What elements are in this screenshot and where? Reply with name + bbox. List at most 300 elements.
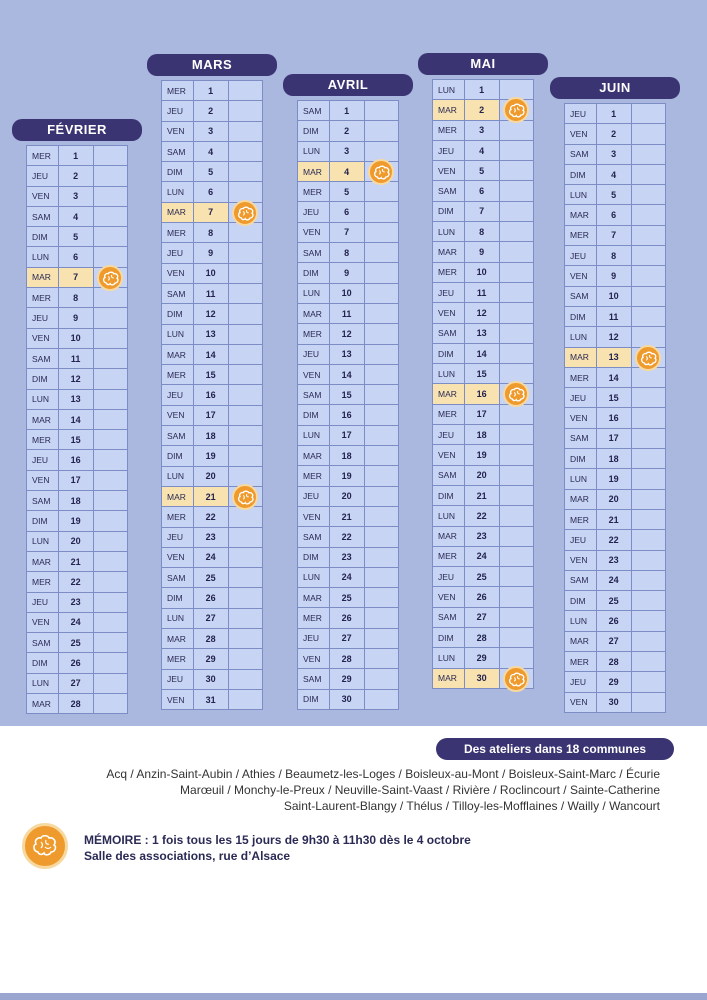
day-note bbox=[228, 588, 262, 608]
day-name: JEU bbox=[298, 628, 330, 648]
day-number: 2 bbox=[58, 166, 93, 186]
day-number: 27 bbox=[58, 673, 93, 693]
day-number: 27 bbox=[329, 628, 364, 648]
day-number: 9 bbox=[596, 266, 631, 286]
day-note bbox=[364, 283, 398, 303]
day-name: MAR bbox=[433, 242, 465, 262]
day-note bbox=[93, 673, 127, 693]
memoire-info bbox=[84, 832, 471, 864]
day-name: MAR bbox=[565, 205, 597, 225]
day-row bbox=[162, 121, 263, 141]
day-number: 15 bbox=[596, 388, 631, 408]
day-note bbox=[228, 547, 262, 567]
day-note bbox=[228, 101, 262, 121]
day-note bbox=[228, 649, 262, 669]
day-number: 22 bbox=[329, 527, 364, 547]
day-note bbox=[364, 222, 398, 242]
day-name: MER bbox=[162, 81, 194, 101]
day-number: 20 bbox=[193, 466, 228, 486]
day-note bbox=[631, 652, 665, 672]
day-number: 11 bbox=[596, 306, 631, 326]
day-number: 3 bbox=[58, 186, 93, 206]
day-number: 30 bbox=[193, 669, 228, 689]
brain-icon bbox=[22, 823, 68, 869]
day-row bbox=[433, 343, 534, 363]
day-note bbox=[228, 243, 262, 263]
day-name: VEN bbox=[27, 612, 59, 632]
day-note bbox=[228, 263, 262, 283]
day-note bbox=[631, 367, 665, 387]
day-number: 29 bbox=[329, 669, 364, 689]
day-name: LUN bbox=[565, 611, 597, 631]
day-name: MER bbox=[565, 509, 597, 529]
day-name: DIM bbox=[27, 369, 59, 389]
day-name: DIM bbox=[433, 343, 465, 363]
day-number: 12 bbox=[193, 304, 228, 324]
day-number: 22 bbox=[58, 572, 93, 592]
day-number: 7 bbox=[58, 267, 93, 287]
day-name: DIM bbox=[433, 485, 465, 505]
workshops-title: Des ateliers dans 18 communes bbox=[436, 738, 674, 760]
day-row bbox=[27, 369, 128, 389]
day-row bbox=[565, 509, 666, 529]
day-note bbox=[499, 222, 533, 242]
day-row bbox=[162, 669, 263, 689]
day-note bbox=[364, 425, 398, 445]
day-name: JEU bbox=[565, 104, 597, 124]
day-note bbox=[93, 551, 127, 571]
day-number: 19 bbox=[464, 445, 499, 465]
day-number: 24 bbox=[596, 570, 631, 590]
month-header: MAI bbox=[418, 53, 548, 75]
day-name: VEN bbox=[433, 303, 465, 323]
day-number: 25 bbox=[193, 568, 228, 588]
day-row bbox=[298, 344, 399, 364]
day-number: 28 bbox=[329, 649, 364, 669]
day-number: 20 bbox=[464, 465, 499, 485]
day-name: SAM bbox=[298, 527, 330, 547]
day-note bbox=[364, 669, 398, 689]
day-number: 25 bbox=[464, 567, 499, 587]
day-row bbox=[162, 243, 263, 263]
day-row bbox=[565, 672, 666, 692]
month-3 bbox=[432, 56, 534, 689]
memoire-schedule: MÉMOIRE : 1 fois tous les 15 jours de 9h30 à 11h30 dès le 4 octobre bbox=[84, 833, 471, 847]
day-name: VEN bbox=[565, 124, 597, 144]
day-note bbox=[228, 344, 262, 364]
day-number: 10 bbox=[596, 286, 631, 306]
day-row bbox=[27, 511, 128, 531]
day-row bbox=[298, 364, 399, 384]
day-number: 30 bbox=[596, 692, 631, 712]
day-row bbox=[433, 222, 534, 242]
day-row bbox=[27, 206, 128, 226]
day-note bbox=[364, 364, 398, 384]
day-row bbox=[27, 328, 128, 348]
day-name: JEU bbox=[27, 166, 59, 186]
day-row bbox=[162, 141, 263, 161]
day-note bbox=[364, 202, 398, 222]
day-note bbox=[228, 162, 262, 182]
day-number: 28 bbox=[193, 629, 228, 649]
day-row bbox=[27, 389, 128, 409]
day-number: 2 bbox=[596, 124, 631, 144]
day-number: 16 bbox=[329, 405, 364, 425]
day-note bbox=[364, 506, 398, 526]
day-note bbox=[364, 567, 398, 587]
day-row bbox=[298, 649, 399, 669]
memoire-location: Salle des associations, rue d’Alsace bbox=[84, 849, 291, 863]
day-note bbox=[364, 628, 398, 648]
day-row bbox=[433, 445, 534, 465]
day-note bbox=[93, 369, 127, 389]
day-row bbox=[565, 347, 666, 367]
day-number: 9 bbox=[58, 308, 93, 328]
day-name: JEU bbox=[565, 388, 597, 408]
day-number: 12 bbox=[58, 369, 93, 389]
day-note bbox=[631, 388, 665, 408]
month-table bbox=[564, 103, 666, 713]
day-name: JEU bbox=[162, 243, 194, 263]
day-note bbox=[228, 669, 262, 689]
day-note bbox=[499, 526, 533, 546]
day-row bbox=[27, 166, 128, 186]
day-name: JEU bbox=[162, 385, 194, 405]
day-name: VEN bbox=[298, 649, 330, 669]
day-note bbox=[499, 201, 533, 221]
bottom-strip bbox=[0, 993, 707, 1000]
day-number: 23 bbox=[464, 526, 499, 546]
day-note bbox=[364, 547, 398, 567]
day-number: 5 bbox=[193, 162, 228, 182]
day-note bbox=[364, 649, 398, 669]
day-name: MAR bbox=[433, 668, 465, 688]
day-number: 23 bbox=[596, 550, 631, 570]
day-note bbox=[631, 672, 665, 692]
day-name: DIM bbox=[162, 446, 194, 466]
day-note bbox=[631, 509, 665, 529]
day-name: LUN bbox=[565, 327, 597, 347]
day-name: DIM bbox=[565, 449, 597, 469]
day-note bbox=[631, 347, 665, 367]
day-name: MER bbox=[162, 365, 194, 385]
day-row bbox=[162, 263, 263, 283]
day-name: VEN bbox=[433, 445, 465, 465]
day-note bbox=[499, 343, 533, 363]
day-note bbox=[631, 205, 665, 225]
day-note bbox=[364, 303, 398, 323]
day-row bbox=[27, 572, 128, 592]
day-number: 21 bbox=[596, 509, 631, 529]
day-name: MAR bbox=[298, 446, 330, 466]
day-note bbox=[93, 592, 127, 612]
day-number: 18 bbox=[329, 446, 364, 466]
day-row bbox=[565, 591, 666, 611]
day-number: 27 bbox=[596, 631, 631, 651]
day-row bbox=[433, 526, 534, 546]
day-row bbox=[162, 304, 263, 324]
day-name: MAR bbox=[433, 384, 465, 404]
day-number: 26 bbox=[58, 653, 93, 673]
day-name: SAM bbox=[565, 570, 597, 590]
day-name: JEU bbox=[433, 567, 465, 587]
day-row bbox=[27, 348, 128, 368]
communes-line-2: Marœuil / Monchy-le-Preux / Neuville-Saint-Vaast / Rivière / Roclincourt / Sainte-Catherine bbox=[180, 783, 660, 797]
day-number: 9 bbox=[193, 243, 228, 263]
day-note bbox=[228, 141, 262, 161]
day-number: 25 bbox=[329, 588, 364, 608]
day-number: 26 bbox=[596, 611, 631, 631]
day-number: 18 bbox=[58, 491, 93, 511]
day-note bbox=[93, 633, 127, 653]
day-number: 15 bbox=[58, 430, 93, 450]
day-number: 3 bbox=[329, 141, 364, 161]
day-note bbox=[631, 611, 665, 631]
day-row bbox=[433, 465, 534, 485]
day-row bbox=[565, 652, 666, 672]
day-number: 17 bbox=[193, 405, 228, 425]
day-name: JEU bbox=[433, 282, 465, 302]
day-row bbox=[27, 653, 128, 673]
day-row bbox=[162, 527, 263, 547]
day-row bbox=[27, 227, 128, 247]
day-note bbox=[631, 428, 665, 448]
day-note bbox=[93, 409, 127, 429]
day-note bbox=[631, 530, 665, 550]
day-number: 7 bbox=[464, 201, 499, 221]
day-row bbox=[433, 607, 534, 627]
day-row bbox=[298, 202, 399, 222]
day-number: 20 bbox=[58, 531, 93, 551]
month-header: MARS bbox=[147, 54, 277, 76]
day-name: MAR bbox=[433, 100, 465, 120]
day-row bbox=[27, 491, 128, 511]
day-row bbox=[298, 161, 399, 181]
day-number: 1 bbox=[58, 146, 93, 166]
day-note bbox=[93, 511, 127, 531]
day-note bbox=[364, 121, 398, 141]
day-row bbox=[433, 546, 534, 566]
day-row bbox=[433, 181, 534, 201]
day-name: SAM bbox=[27, 348, 59, 368]
day-row bbox=[162, 547, 263, 567]
day-note bbox=[228, 446, 262, 466]
day-note bbox=[93, 166, 127, 186]
day-row bbox=[298, 527, 399, 547]
day-name: MER bbox=[565, 367, 597, 387]
day-note bbox=[228, 629, 262, 649]
day-row bbox=[565, 530, 666, 550]
day-row bbox=[27, 308, 128, 328]
day-number: 29 bbox=[464, 648, 499, 668]
day-name: LUN bbox=[433, 648, 465, 668]
day-row bbox=[27, 267, 128, 287]
day-row bbox=[565, 611, 666, 631]
day-row bbox=[298, 506, 399, 526]
day-row bbox=[433, 161, 534, 181]
day-row bbox=[162, 689, 263, 709]
day-number: 10 bbox=[329, 283, 364, 303]
day-number: 22 bbox=[596, 530, 631, 550]
day-row bbox=[565, 570, 666, 590]
day-number: 12 bbox=[329, 324, 364, 344]
day-name: SAM bbox=[565, 428, 597, 448]
day-number: 26 bbox=[464, 587, 499, 607]
day-name: JEU bbox=[298, 202, 330, 222]
day-row bbox=[27, 531, 128, 551]
day-number: 12 bbox=[464, 303, 499, 323]
day-note bbox=[499, 181, 533, 201]
day-row bbox=[27, 694, 128, 714]
day-name: VEN bbox=[27, 328, 59, 348]
day-name: LUN bbox=[162, 182, 194, 202]
day-row bbox=[433, 384, 534, 404]
day-note bbox=[364, 608, 398, 628]
day-name: VEN bbox=[298, 364, 330, 384]
day-number: 6 bbox=[193, 182, 228, 202]
day-row bbox=[433, 587, 534, 607]
day-note bbox=[499, 404, 533, 424]
day-number: 8 bbox=[58, 288, 93, 308]
day-number: 13 bbox=[193, 324, 228, 344]
day-number: 6 bbox=[596, 205, 631, 225]
day-note bbox=[499, 546, 533, 566]
day-row bbox=[433, 404, 534, 424]
day-number: 22 bbox=[464, 506, 499, 526]
day-row bbox=[162, 426, 263, 446]
day-number: 27 bbox=[193, 608, 228, 628]
day-row bbox=[162, 81, 263, 101]
day-number: 12 bbox=[596, 327, 631, 347]
day-note bbox=[93, 227, 127, 247]
day-note bbox=[364, 344, 398, 364]
day-number: 24 bbox=[329, 567, 364, 587]
day-note bbox=[364, 385, 398, 405]
day-row bbox=[433, 668, 534, 688]
day-number: 24 bbox=[58, 612, 93, 632]
day-number: 16 bbox=[596, 408, 631, 428]
day-number: 27 bbox=[464, 607, 499, 627]
day-note bbox=[93, 348, 127, 368]
day-row bbox=[433, 120, 534, 140]
day-number: 13 bbox=[596, 347, 631, 367]
day-name: LUN bbox=[565, 469, 597, 489]
day-note bbox=[631, 286, 665, 306]
day-number: 20 bbox=[596, 489, 631, 509]
day-name: MER bbox=[27, 288, 59, 308]
day-note bbox=[228, 223, 262, 243]
day-note bbox=[93, 430, 127, 450]
day-row bbox=[27, 470, 128, 490]
day-note bbox=[499, 282, 533, 302]
day-row bbox=[298, 567, 399, 587]
day-note bbox=[228, 527, 262, 547]
day-name: LUN bbox=[27, 673, 59, 693]
day-number: 7 bbox=[193, 202, 228, 222]
day-name: JEU bbox=[433, 140, 465, 160]
day-number: 16 bbox=[58, 450, 93, 470]
day-note bbox=[228, 486, 262, 506]
day-name: JEU bbox=[298, 486, 330, 506]
day-name: LUN bbox=[433, 80, 465, 100]
day-name: LUN bbox=[298, 425, 330, 445]
day-number: 14 bbox=[596, 367, 631, 387]
day-number: 17 bbox=[329, 425, 364, 445]
day-note bbox=[93, 186, 127, 206]
day-note bbox=[93, 450, 127, 470]
day-number: 1 bbox=[329, 101, 364, 121]
day-name: SAM bbox=[433, 607, 465, 627]
day-note bbox=[228, 304, 262, 324]
day-row bbox=[298, 182, 399, 202]
day-name: SAM bbox=[433, 323, 465, 343]
day-name: SAM bbox=[162, 283, 194, 303]
day-name: LUN bbox=[433, 364, 465, 384]
day-number: 16 bbox=[193, 385, 228, 405]
day-number: 15 bbox=[464, 364, 499, 384]
day-row bbox=[27, 186, 128, 206]
day-row bbox=[298, 405, 399, 425]
day-note bbox=[631, 449, 665, 469]
day-number: 6 bbox=[464, 181, 499, 201]
day-number: 5 bbox=[58, 227, 93, 247]
day-note bbox=[228, 202, 262, 222]
day-number: 11 bbox=[58, 348, 93, 368]
day-name: DIM bbox=[298, 121, 330, 141]
day-row bbox=[298, 669, 399, 689]
day-name: DIM bbox=[565, 306, 597, 326]
day-row bbox=[162, 649, 263, 669]
day-number: 4 bbox=[58, 206, 93, 226]
day-note bbox=[364, 243, 398, 263]
day-row bbox=[433, 628, 534, 648]
day-note bbox=[499, 567, 533, 587]
day-name: DIM bbox=[162, 588, 194, 608]
day-note bbox=[631, 469, 665, 489]
day-row bbox=[27, 551, 128, 571]
day-name: DIM bbox=[298, 405, 330, 425]
day-row bbox=[433, 567, 534, 587]
day-name: DIM bbox=[162, 162, 194, 182]
day-row bbox=[298, 466, 399, 486]
day-name: MAR bbox=[27, 551, 59, 571]
day-note bbox=[93, 328, 127, 348]
day-note bbox=[93, 146, 127, 166]
day-note bbox=[631, 550, 665, 570]
day-note bbox=[499, 485, 533, 505]
day-note bbox=[93, 288, 127, 308]
day-row bbox=[565, 469, 666, 489]
day-note bbox=[364, 466, 398, 486]
day-name: MER bbox=[298, 324, 330, 344]
day-name: MAR bbox=[298, 161, 330, 181]
day-number: 3 bbox=[193, 121, 228, 141]
day-row bbox=[565, 489, 666, 509]
day-name: LUN bbox=[162, 324, 194, 344]
day-name: VEN bbox=[565, 266, 597, 286]
day-name: MER bbox=[565, 225, 597, 245]
day-row bbox=[298, 283, 399, 303]
day-row bbox=[433, 485, 534, 505]
day-row bbox=[565, 367, 666, 387]
day-number: 10 bbox=[464, 262, 499, 282]
day-name: MER bbox=[298, 182, 330, 202]
day-number: 28 bbox=[58, 694, 93, 714]
day-row bbox=[27, 288, 128, 308]
day-row bbox=[565, 631, 666, 651]
day-note bbox=[499, 303, 533, 323]
day-name: SAM bbox=[565, 144, 597, 164]
